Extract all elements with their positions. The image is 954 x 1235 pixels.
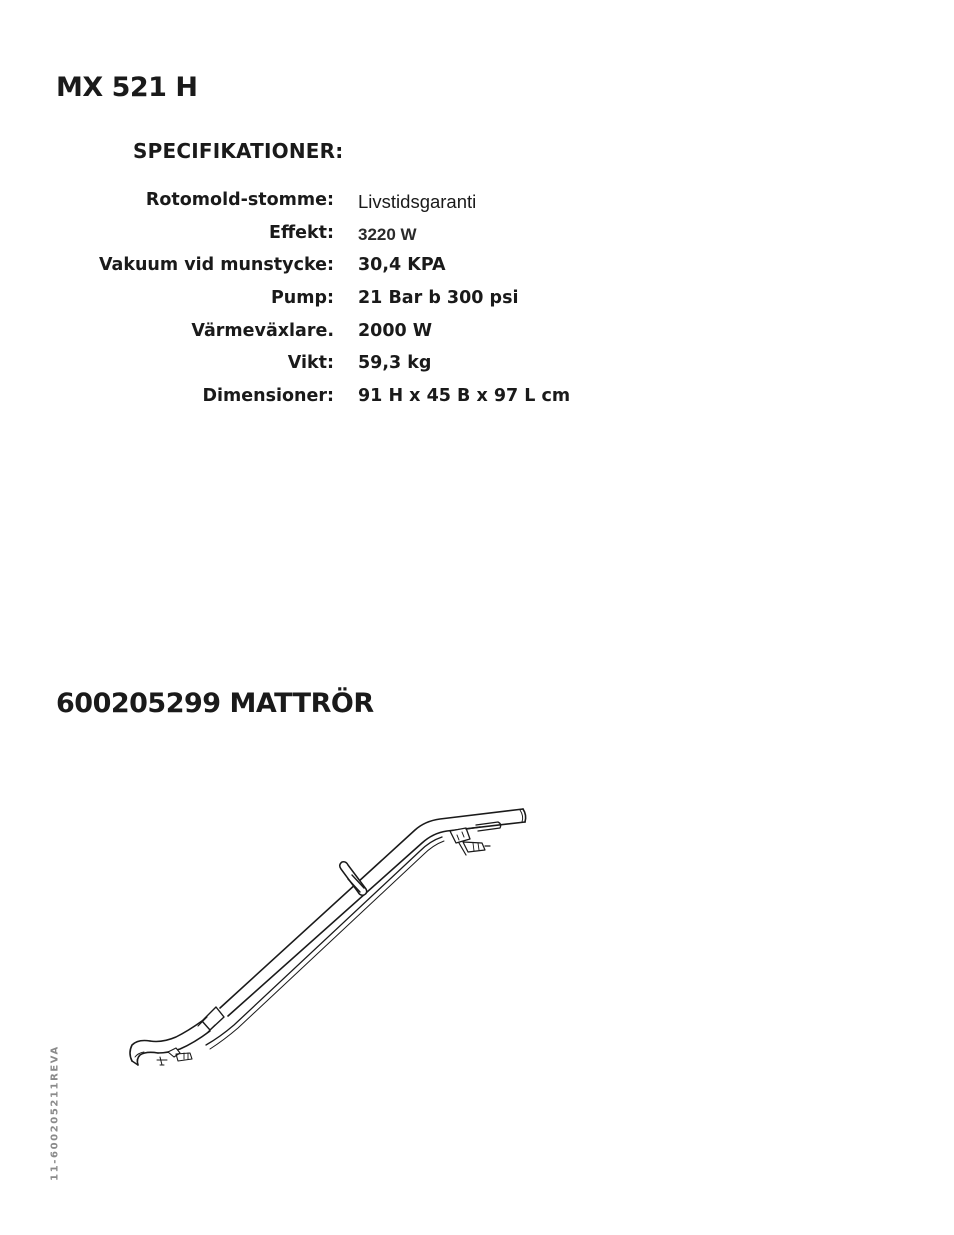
accessory-title: 600205299 MATTRÖR xyxy=(56,688,374,719)
spec-value: 91 H x 45 B x 97 L cm xyxy=(358,386,571,407)
spec-value: Livstidsgaranti xyxy=(358,191,477,212)
carpet-wand-icon xyxy=(120,795,540,1080)
specifications-heading: SPECIFIKATIONER: xyxy=(133,139,344,163)
spec-label: Värmeväxlare. xyxy=(191,320,334,341)
spec-label: Dimensioner: xyxy=(202,386,334,407)
spec-label: Vakuum vid munstycke: xyxy=(98,255,334,276)
spec-label: Rotomold-stomme: xyxy=(145,190,334,210)
specifications-table xyxy=(0,186,700,415)
spec-row xyxy=(0,382,700,415)
spec-value: 59,3 kg xyxy=(358,353,432,374)
spec-row xyxy=(0,186,700,219)
spec-row xyxy=(0,317,700,350)
spec-label: Vikt: xyxy=(287,353,334,374)
spec-value: 21 Bar b 300 psi xyxy=(358,288,519,309)
model-title: MX 521 H xyxy=(56,72,198,103)
spec-row xyxy=(0,349,700,382)
spec-label: Pump: xyxy=(270,288,334,309)
spec-row xyxy=(0,251,700,284)
spec-value: 30,4 KPA xyxy=(358,255,446,276)
spec-value: 2000 W xyxy=(358,320,433,341)
spec-value: 3220 W xyxy=(358,224,417,244)
spec-row xyxy=(0,219,700,252)
spec-row xyxy=(0,284,700,317)
spec-label: Effekt: xyxy=(268,222,334,243)
document-code: 11-600205211REVA xyxy=(49,1045,61,1181)
